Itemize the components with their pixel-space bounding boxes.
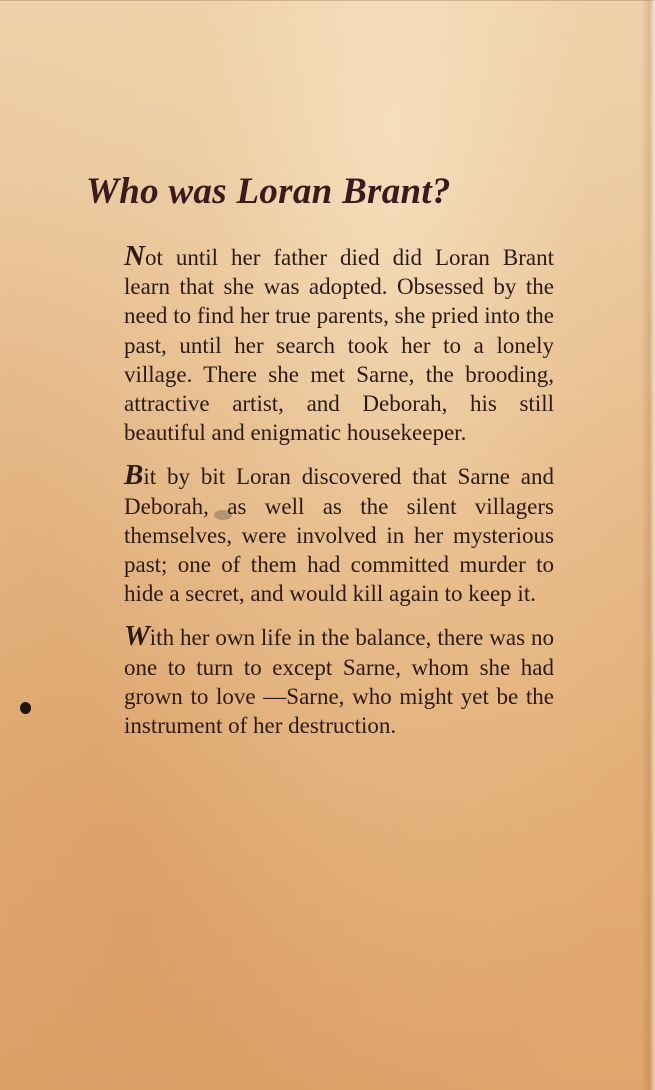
ink-spot — [20, 702, 31, 714]
right-page-edge — [641, 0, 655, 1090]
drop-letter: B — [124, 459, 144, 492]
top-edge — [0, 0, 655, 1]
drop-letter: W — [124, 620, 150, 653]
blurb-body — [124, 240, 554, 755]
paragraph-text: it by bit Loran discovered that Sarne and Deborah, as well as the silent villagers themselves, were involved in her mysterious past; one of them had committed murder to hide a secret, and would kill again to keep it. — [124, 464, 554, 607]
drop-letter: N — [124, 240, 145, 272]
paragraph-text: ot until her father died did Loran Brant learn that she was adopted. Obsessed by the need to find her true parents, she pried into the past, until her search took her to a lonely village. There she met Sarne, the brooding, attractive artist, and Deborah, his still beautiful and enigmatic housekeeper. — [124, 245, 554, 446]
blurb-title: Who was Loran Brant? — [86, 171, 451, 212]
blurb-paragraph — [124, 459, 554, 608]
blurb-paragraph — [124, 240, 554, 447]
paragraph-text: ith her own life in the balance, there was no one to turn to except Sarne, whom she had grown to love —Sarne, who might yet be the instrument of her destruction. — [124, 625, 554, 739]
blurb-paragraph — [124, 620, 554, 740]
